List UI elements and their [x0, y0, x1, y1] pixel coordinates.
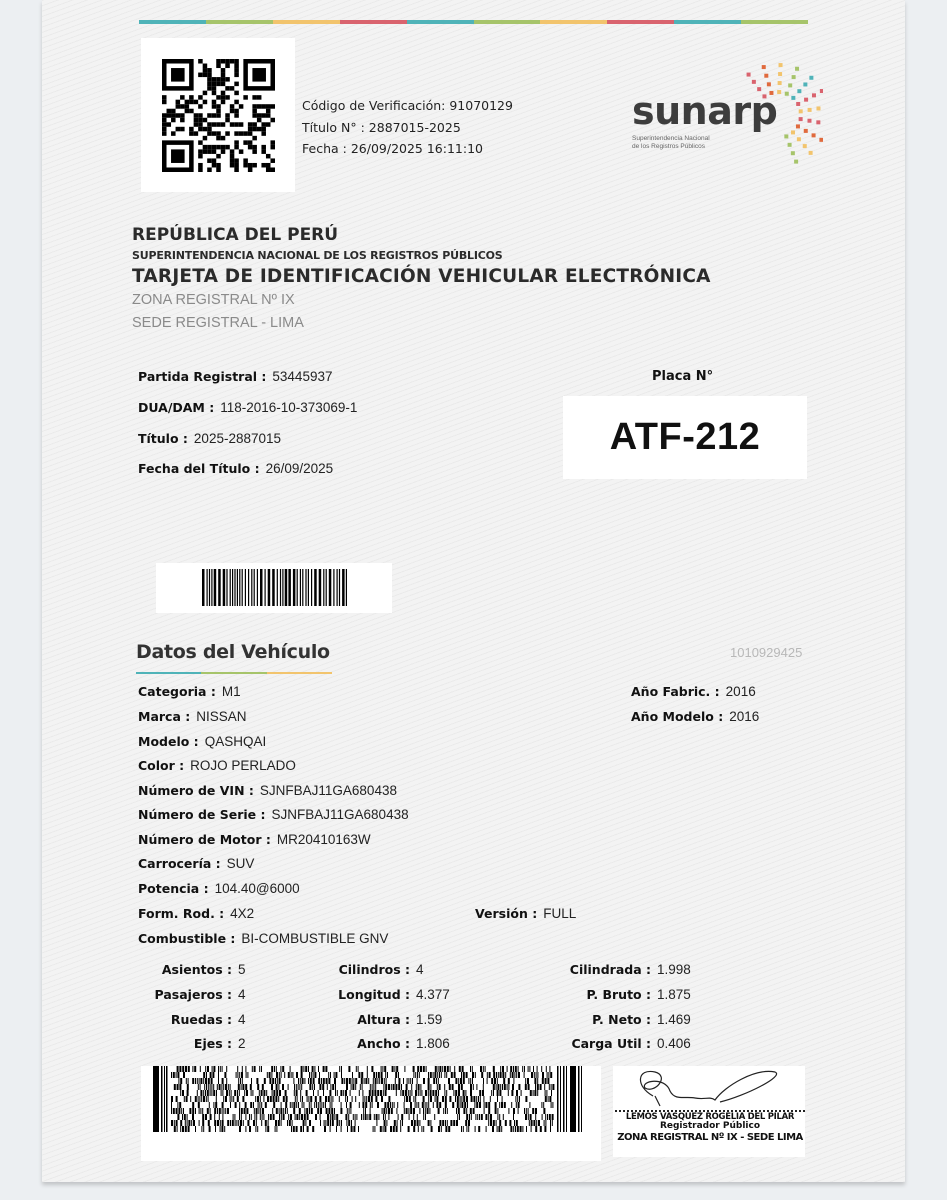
- potencia-field: Potencia : 104.40@6000: [138, 881, 300, 896]
- partida-registral-field: Partida Registral : 53445937: [138, 369, 333, 384]
- stripe-segment: [741, 20, 808, 24]
- registrar-zone: ZONA REGISTRAL Nº IX - SEDE LIMA: [617, 1132, 803, 1143]
- spec-asientos: Asientos : 5: [161, 962, 246, 977]
- stripe-segment: [607, 20, 674, 24]
- vehicle-data-title: Datos del Vehículo: [136, 641, 330, 663]
- spec-cilindrada: Cilindrada : 1.998: [569, 962, 691, 977]
- form-rod-field: Form. Rod. : 4X2: [138, 906, 255, 921]
- spec-p-neto: P. Neto : 1.469: [592, 1012, 691, 1027]
- issue-date: 26/09/2025 16:11:10: [350, 141, 483, 156]
- color-stripe: [139, 20, 808, 24]
- stripe-segment: [540, 20, 607, 24]
- spec-ruedas: Ruedas : 4: [170, 1012, 246, 1027]
- spec-pasajeros: Pasajeros : 4: [154, 987, 246, 1002]
- spec-p-bruto: P. Bruto : 1.875: [586, 987, 691, 1002]
- underline-segment: [201, 672, 266, 674]
- stripe-segment: [474, 20, 541, 24]
- spec-altura: Altura : 1.59: [357, 1012, 443, 1027]
- carroceria-field: Carrocería : SUV: [138, 856, 255, 871]
- spec-ancho: Ancho : 1.806: [357, 1036, 450, 1051]
- registrar-role: Registrador Público: [659, 1121, 761, 1131]
- title-number: 2887015-2025: [368, 119, 461, 135]
- barcode-icon: [202, 569, 348, 606]
- spec-carga-util: Carga Util : 0.406: [571, 1036, 691, 1051]
- pdf417-barcode-icon: [153, 1066, 589, 1132]
- anio-modelo-field: Año Modelo : 2016: [631, 709, 760, 724]
- motor-field: Número de Motor : MR20410163W: [138, 832, 371, 847]
- zona-registral: ZONA REGISTRAL Nº IX: [132, 292, 295, 308]
- sede-registral: SEDE REGISTRAL - LIMA: [132, 315, 304, 331]
- document-title: TARJETA DE IDENTIFICACIÓN VEHICULAR ELECTRÓNICA: [132, 266, 711, 287]
- country-heading: REPÚBLICA DEL PERÚ: [132, 225, 339, 245]
- logo-subtitle: Superintendencia Nacional de los Registros Públicos: [632, 135, 710, 150]
- plate-number: ATF-212: [609, 416, 761, 458]
- section-underline: [136, 672, 332, 674]
- underline-segment: [267, 672, 332, 674]
- verification-code-line: Código de Verificación: 91070129: [302, 98, 513, 113]
- color-field: Color : ROJO PERLADO: [138, 758, 296, 773]
- stripe-segment: [273, 20, 340, 24]
- stripe-segment: [407, 20, 474, 24]
- registrar-name: LEMOS VASQUEZ ROGELIA DEL PILAR: [625, 1112, 795, 1122]
- titulo-field: Título : 2025-2887015: [138, 431, 282, 446]
- stripe-segment: [206, 20, 273, 24]
- stripe-segment: [340, 20, 407, 24]
- issue-date-line: Fecha : 26/09/2025 16:11:10: [302, 141, 483, 156]
- anio-fabric-field: Año Fabric. : 2016: [631, 684, 756, 699]
- marca-field: Marca : NISSAN: [138, 709, 247, 724]
- categoria-field: Categoria : M1: [138, 684, 241, 699]
- sunarp-logo: [628, 55, 823, 165]
- spec-cilindros: Cilindros : 4: [338, 962, 424, 977]
- vin-field: Número de VIN : SJNFBAJ11GA680438: [138, 783, 397, 798]
- logo-wordmark: sunarp: [632, 89, 778, 133]
- stripe-segment: [139, 20, 206, 24]
- underline-segment: [136, 672, 201, 674]
- spec-longitud: Longitud : 4.377: [338, 987, 450, 1002]
- plate-box: [563, 396, 807, 479]
- dua-dam-field: DUA/DAM : 118-2016-10-373069-1: [138, 400, 358, 415]
- serie-field: Número de Serie : SJNFBAJ11GA680438: [138, 807, 409, 822]
- plate-label: Placa N°: [652, 369, 714, 384]
- qr-code-icon: [161, 59, 276, 172]
- stripe-segment: [674, 20, 741, 24]
- verification-code: 91070129: [449, 98, 513, 113]
- title-number-line: Título N° : 2887015-2025: [302, 119, 461, 135]
- agency-heading: SUPERINTENDENCIA NACIONAL DE LOS REGISTROS PÚBLICOS: [132, 249, 503, 262]
- verification-info: [302, 95, 513, 160]
- spec-ejes: Ejes : 2: [193, 1036, 246, 1051]
- modelo-field: Modelo : QASHQAI: [138, 734, 267, 749]
- combustible-field: Combustible : BI-COMBUSTIBLE GNV: [138, 931, 389, 946]
- fecha-titulo-field: Fecha del Título : 26/09/2025: [138, 461, 334, 476]
- reference-number: 1010929425: [730, 645, 803, 660]
- version-field: Versión : FULL: [475, 906, 577, 921]
- signature-icon: [625, 1066, 800, 1111]
